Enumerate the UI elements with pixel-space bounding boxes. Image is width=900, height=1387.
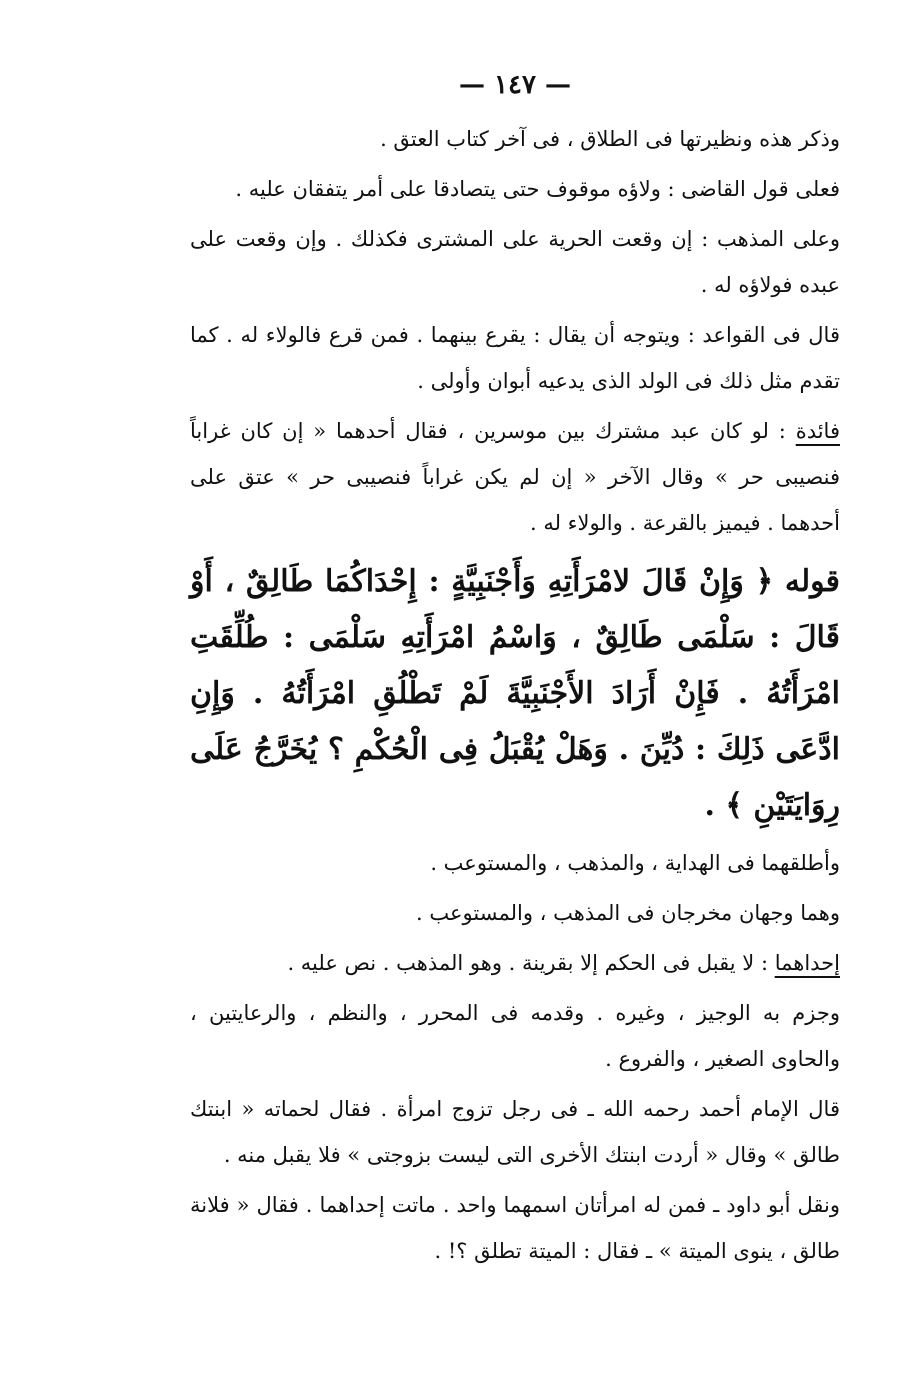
matn-body: ﴿ وَإِنْ قَالَ لامْرَأَتِهِ وَأَجْنَبِيَّةٍ : إِحْدَاكُمَا طَالِقٌ ، أَوْ قَالَ : سَلْمَى طَالِقٌ ، وَاسْمُ امْرَأَتِهِ سَلْمَى : طُلِّقَتِ امْرَأَتُهُ . فَإِنْ أَرَادَ الأَجْنَبِيَّةَ لَمْ تَطْلُقِ امْرَأَتُهُ . وَإِنِ ادَّعَى ذَلِكَ : دُيِّنَ . وَهَلْ يُقْبَلُ فِى الْحُكْمِ ؟ يُخَرَّجُ عَلَى رِوَايَتَيْنِ ﴾ .: [190, 564, 840, 823]
ihdahuma-paragraph: [190, 940, 840, 986]
faida-text: : لو كان عبد مشترك بين موسرين ، فقال أحدهما « إن كان غراباً فنصيبى حر » وقال الآخر « إن لم يكن غراباً فنصيبى حر » عتق على أحدهما . فيميز بالقرعة . والولاء له .: [190, 419, 840, 535]
ihdahuma-text: : لا يقبل فى الحكم إلا بقرينة . وهو المذهب . نص عليه .: [287, 951, 775, 975]
book-page: [190, 70, 840, 1278]
matn-text: [190, 554, 840, 834]
ihdahuma-lead: إحداهما: [774, 951, 840, 975]
paragraph-2: فعلى قول القاضى : ولاؤه موقوف حتى يتصادقا على أمر يتفقان عليه .: [235, 177, 840, 201]
faida-lead: فائدة: [795, 419, 840, 443]
paragraph-5: وأطلقهما فى الهداية ، والمذهب ، والمستوعب .: [430, 851, 840, 875]
paragraph-1: وذكر هذه ونظيرتها فى الطلاق ، فى آخر كتاب العتق .: [380, 127, 840, 151]
paragraph-3: وعلى المذهب : إن وقعت الحرية على المشترى فكذلك . وإن وقعت على عبده فولاؤه له .: [190, 227, 840, 297]
paragraph-6: وهما وجهان مخرجان فى المذهب ، والمستوعب .: [416, 901, 840, 925]
faida-paragraph: [190, 408, 840, 546]
paragraph-9: ونقل أبو داود ـ فمن له امرأتان اسمهما واحد . ماتت إحداهما . فقال « فلانة طالق ، ينوى الميتة » ـ فقال : الميتة تطلق ؟! .: [190, 1193, 840, 1263]
matn-lead: قوله: [784, 564, 840, 599]
page-number: — ١٤٧ —: [458, 70, 572, 100]
paragraph-8: قال الإمام أحمد رحمه الله ـ فى رجل تزوج امرأة . فقال لحماته « ابنتك طالق » وقال « أردت ابنتك الأخرى التى ليست بزوجتى » فلا يقبل منه .: [190, 1097, 840, 1167]
paragraph-4: قال فى القواعد : ويتوجه أن يقال : يقرع بينهما . فمن قرع فالولاء له . كما تقدم مثل ذلك فى الولد الذى يدعيه أبوان وأولى .: [190, 323, 840, 393]
paragraph-7: وجزم به الوجيز ، وغيره . وقدمه فى المحرر ، والنظم ، والرعايتين ، والحاوى الصغير ، والفروع .: [190, 1001, 840, 1071]
